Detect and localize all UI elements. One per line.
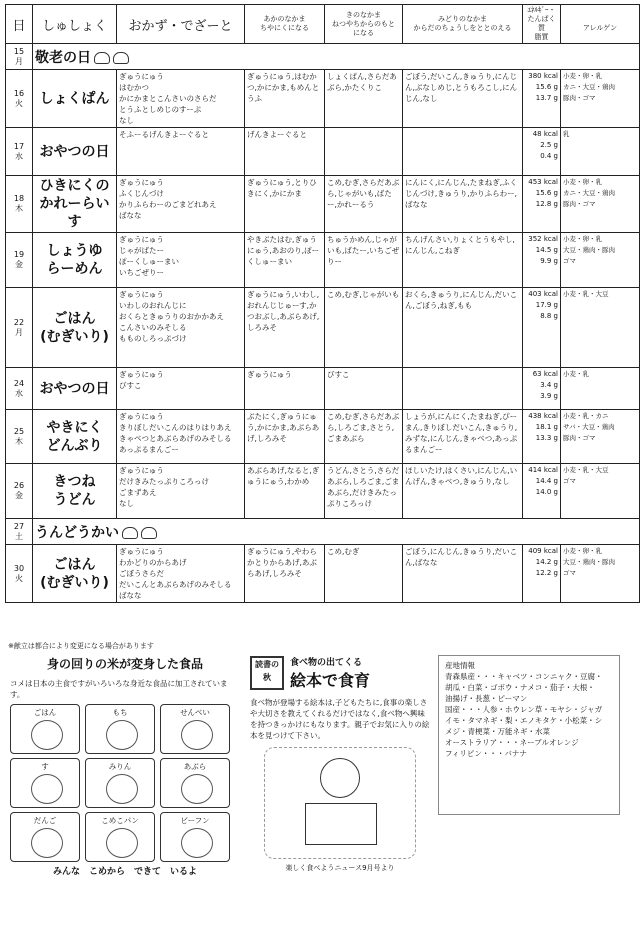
yellow-group-cell: こめ,むぎ,さらだあぶら,じゃがいも,ばたー,かれーるう <box>325 176 403 233</box>
girl-face-icon <box>320 758 360 798</box>
weekday: 木 <box>15 204 23 213</box>
staple-name: かれーらいす <box>39 196 110 230</box>
red-group-cell: げんきよーぐると <box>245 128 325 176</box>
staple-cell <box>33 70 117 128</box>
day-cell <box>6 410 33 464</box>
nutrition-value: 414 kcal <box>528 466 558 474</box>
nutrition-value: 9.9 g <box>540 257 558 265</box>
origin-line: フィリピン・・・バナナ <box>445 749 527 758</box>
rice-foods-grid <box>10 704 240 862</box>
day-cell <box>6 288 33 368</box>
food-illustration-icon <box>31 774 63 804</box>
side-dish-cell <box>117 464 245 519</box>
nutrition-value: 380 kcal <box>528 72 558 80</box>
header-yellow: きのなかま ねつやちからのもと になる <box>325 5 403 44</box>
nutrition-value: 15.6 g <box>535 83 558 91</box>
side-dish-item: なし <box>119 499 134 508</box>
nutrition-cell <box>523 128 561 176</box>
side-dish-item: ぎゅうにゅう <box>119 178 164 187</box>
illustration-icon <box>113 52 129 64</box>
nutrition-value: 3.9 g <box>540 392 558 400</box>
menu-change-note: ※献立は都合により変更になる場合があります <box>8 642 154 650</box>
allergen-value: 小麦・乳 <box>563 370 589 378</box>
side-dish-item: おくらときゅうりのおかかあえ <box>119 312 224 321</box>
food-label: だんご <box>33 816 57 825</box>
day-cell <box>6 176 33 233</box>
staple-cell <box>33 464 117 519</box>
rice-foods-section <box>10 655 240 925</box>
food-illustration-icon <box>106 720 138 750</box>
nutrition-value: 12.2 g <box>535 569 558 577</box>
staple-cell <box>33 368 117 410</box>
yellow-group-cell: こめ,むぎ <box>325 545 403 603</box>
red-group-cell: ぎゅうにゅう,やわらかとりからあげ,あぶらあげ,しろみそ <box>245 545 325 603</box>
side-dish-cell <box>117 70 245 128</box>
green-group-cell: しょうが,にんにく,たまねぎ,ぴーまん,きりぼしだいこん,きゅうり,みずな,にんじん,きゃべつ,あっぷるまんごー <box>403 410 523 464</box>
nutrition-value: 352 kcal <box>528 235 558 243</box>
event-cell <box>33 44 640 70</box>
header-side: おかず・でざーと <box>117 5 245 44</box>
header-dish: しゅしょく <box>33 5 117 44</box>
staple-name: おやつの日 <box>39 380 110 397</box>
date-number: 30 <box>13 563 25 573</box>
side-dish-cell <box>117 410 245 464</box>
origin-line: メジ・青梗菜・万能ネギ・水菜 <box>445 727 550 736</box>
allergen-cell <box>561 464 640 519</box>
date-number: 18 <box>13 194 25 203</box>
red-group-cell: ぎゅうにゅう,とりひきにく,かにかま <box>245 176 325 233</box>
yellow-group-cell: うどん,さとう,さらだあぶら,しろごま,ごまあぶら,だけきみたっぷりころっけ <box>325 464 403 519</box>
header-nutrition: ｴﾈﾙｷﾞｰ・ たんぱく質 脂質 <box>523 5 561 44</box>
allergen-value: ゴマ <box>563 257 576 265</box>
nutrition-value: 13.7 g <box>535 94 558 102</box>
allergen-value: 小麦・乳・大豆 <box>563 466 609 474</box>
nutrition-value: 438 kcal <box>528 412 558 420</box>
staple-name: ごはん <box>53 310 96 327</box>
date-number: 19 <box>13 250 25 259</box>
nutrition-value: 403 kcal <box>528 290 558 298</box>
origin-line: イモ・タマネギ・梨・エノキタケ・小松菜・シ <box>445 716 603 725</box>
green-group-cell <box>403 128 523 176</box>
food-illustration-icon <box>181 720 213 750</box>
allergen-value: サバ・大豆・鶏肉 <box>563 423 615 431</box>
side-dish-item: きゃべつとあぶらあげのみそしる <box>119 434 232 443</box>
nutrition-value: 13.3 g <box>535 434 558 442</box>
book-subtitle: 食べ物の出てくる <box>290 658 363 668</box>
staple-cell <box>33 176 117 233</box>
side-dish-item: とうふとしめじのすーぷ <box>119 105 202 114</box>
rice-section-footer: みんな こめから できて いるよ <box>52 867 197 877</box>
date-number: 24 <box>13 378 25 388</box>
nutrition-cell <box>523 410 561 464</box>
staple-cell <box>33 288 117 368</box>
red-group-cell: ぎゅうにゅう <box>245 368 325 410</box>
side-dish-item: ぎゅうにゅう <box>119 412 164 421</box>
menu-row <box>6 545 640 603</box>
nutrition-cell <box>523 464 561 519</box>
green-group-cell: おくら,きゅうり,にんじん,だいこん,ごぼう,ねぎ,もも <box>403 288 523 368</box>
allergen-value: ゴマ <box>563 569 576 577</box>
rice-section-description: コメは日本の主食ですがいろいろな身近な食品に加工されています。 <box>10 679 228 699</box>
date-number: 16 <box>13 88 25 98</box>
weekday: 土 <box>15 531 23 541</box>
rice-food-card <box>10 758 80 808</box>
side-dish-item: ぽーくしゅーまい <box>119 257 179 266</box>
weekday: 月 <box>15 327 23 337</box>
red-group-cell: ぎゅうにゅう,はむかつ,かにかま,もめんとうふ <box>245 70 325 128</box>
date-number: 25 <box>13 426 25 436</box>
nutrition-value: 2.5 g <box>540 141 558 149</box>
allergen-cell <box>561 70 640 128</box>
food-illustration-icon <box>31 720 63 750</box>
allergen-cell <box>561 288 640 368</box>
side-dish-cell <box>117 176 245 233</box>
side-dish-item: ぎゅうにゅう <box>119 547 164 556</box>
allergen-value: 豚肉・ゴマ <box>563 200 596 208</box>
allergen-value: 大豆・鶏肉・豚肉 <box>563 558 615 566</box>
green-group-cell: ごぼう,にんじん,きゅうり,だいこん,ばなな <box>403 545 523 603</box>
day-cell <box>6 519 33 545</box>
staple-name: うどん <box>53 492 96 508</box>
nutrition-value: 15.6 g <box>535 189 558 197</box>
nutrition-value: 14.5 g <box>535 246 558 254</box>
day-cell <box>6 70 33 128</box>
food-label: こめこパン <box>101 816 139 825</box>
staple-name: おやつの日 <box>39 143 110 160</box>
origin-line: オーストラリア・・・ネーブルオレンジ <box>445 738 579 747</box>
open-book-icon <box>305 803 377 845</box>
food-illustration-icon <box>31 828 63 858</box>
side-dish-item: ばなな <box>119 211 142 220</box>
allergen-cell <box>561 545 640 603</box>
book-header <box>250 655 430 691</box>
allergen-cell <box>561 233 640 288</box>
picture-book-section <box>250 655 430 920</box>
staple-name: やきにく <box>46 419 103 436</box>
side-dish-item: こんさいのみそしる <box>119 323 187 332</box>
food-illustration-icon <box>106 828 138 858</box>
side-dish-item: ふくじんづけ <box>119 189 164 198</box>
allergen-value: 小麦・卵・乳 <box>563 178 602 186</box>
weekday: 火 <box>15 98 23 108</box>
rice-food-card <box>85 758 155 808</box>
event-label: うんどうかい <box>35 524 119 541</box>
staple-name: (むぎいり) <box>40 328 109 345</box>
yellow-group-cell: ちゅうかめん,じゃがいも,ばたー,いちごぜりー <box>325 233 403 288</box>
yellow-group-cell: しょくぱん,さらだあぶら,かたくりこ <box>325 70 403 128</box>
side-dish-item: ごぼうさらだ <box>119 569 164 578</box>
header-allergen: アレルゲン <box>561 5 640 44</box>
food-label: もち <box>112 708 128 717</box>
food-label: みりん <box>108 762 132 771</box>
food-label: あぶら <box>183 762 207 771</box>
side-dish-item: かにかまとこんさいのさらだ <box>119 94 217 103</box>
food-label: ビーフン <box>180 816 210 825</box>
header-red: あかのなかま ちやにくになる <box>245 5 325 44</box>
side-dish-item: わかどりのからあげ <box>119 558 187 567</box>
side-dish-item: だけきみたっぷりころっけ <box>119 477 209 486</box>
menu-row <box>6 410 640 464</box>
allergen-cell <box>561 128 640 176</box>
rice-food-card <box>10 704 80 754</box>
yellow-group-cell: こめ,むぎ,さらだあぶら,しろごま,さとう,ごまあぶら <box>325 410 403 464</box>
green-group-cell: ちんげんさい,りょくとうもやし,にんじん,こねぎ <box>403 233 523 288</box>
allergen-value: 豚肉・ゴマ <box>563 94 596 102</box>
menu-row <box>6 176 640 233</box>
allergen-cell <box>561 410 640 464</box>
day-cell <box>6 545 33 603</box>
nutrition-value: 3.4 g <box>540 381 558 389</box>
nutrition-value: 17.9 g <box>535 301 558 309</box>
side-dish-item: ぎゅうにゅう <box>119 235 164 244</box>
green-group-cell: にんにく,にんじん,たまねぎ,ふくじんづけ,きゅうり,かりふらわー,ばなな <box>403 176 523 233</box>
day-cell <box>6 44 33 70</box>
allergen-value: カニ・大豆・鶏肉 <box>563 189 615 197</box>
menu-row <box>6 44 640 70</box>
side-dish-item: ぎゅうにゅう <box>119 72 164 81</box>
menu-row <box>6 519 640 545</box>
nutrition-cell <box>523 176 561 233</box>
table-header <box>6 5 640 44</box>
book-description: 食べ物が登場する絵本は,子どもたちに,食事の楽しさや大切さを教えてくれるだけではなく,食べ物へ興味を持つきっかけにもなります。親子でお気に入りの絵本を見つけて下さい。 <box>250 698 430 740</box>
food-label: ごはん <box>33 708 57 717</box>
staple-cell <box>33 545 117 603</box>
nutrition-cell <box>523 545 561 603</box>
green-group-cell: ほしいたけ,はくさい,にんじん,いんげん,きゃべつ,きゅうり,なし <box>403 464 523 519</box>
allergen-value: 小麦・卵・乳 <box>563 235 602 243</box>
side-dish-item: ぎゅうにゅう <box>119 370 164 379</box>
day-cell <box>6 464 33 519</box>
menu-row <box>6 233 640 288</box>
allergen-value: 大豆・鶏肉・豚肉 <box>563 246 615 254</box>
rice-section-title: 身の回りの米が変身した食品 <box>46 657 203 671</box>
rice-food-card <box>160 758 230 808</box>
red-group-cell: あぶらあげ,なると,ぎゅうにゅう,わかめ <box>245 464 325 519</box>
menu-row <box>6 288 640 368</box>
weekday: 水 <box>15 388 23 398</box>
rice-food-card <box>10 812 80 862</box>
side-dish-item: ぎゅうにゅう <box>119 290 164 299</box>
red-group-cell: ぶたにく,ぎゅうにゅう,かにかま,あぶらあげ,しろみそ <box>245 410 325 464</box>
allergen-cell <box>561 176 640 233</box>
green-group-cell <box>403 368 523 410</box>
food-illustration-icon <box>181 828 213 858</box>
menu-row <box>6 70 640 128</box>
origin-line: 国産・・・人参・ホウレン草・モヤシ・ジャガ <box>445 705 603 714</box>
origin-line: 油揚げ・長葱・ピーマン <box>445 694 528 703</box>
staple-name: きつね <box>53 474 96 490</box>
side-dish-cell <box>117 545 245 603</box>
side-dish-item: いちごぜりー <box>119 268 164 277</box>
menu-row <box>6 128 640 176</box>
side-dish-cell <box>117 128 245 176</box>
nutrition-value: 14.4 g <box>535 477 558 485</box>
reading-autumn-badge: 読書の秋 <box>250 656 284 690</box>
rice-food-card <box>160 704 230 754</box>
side-dish-item: ごまずあえ <box>119 488 157 497</box>
allergen-value: 小麦・卵・乳 <box>563 72 602 80</box>
nutrition-value: 48 kcal <box>532 130 558 138</box>
girl-reading-illustration <box>264 747 416 859</box>
nutrition-value: 12.8 g <box>535 200 558 208</box>
nutrition-value: 14.2 g <box>535 558 558 566</box>
allergen-value: ゴマ <box>563 477 576 485</box>
book-title: 絵本で食育 <box>290 671 371 690</box>
side-dish-item: いわしのおれんじに <box>119 301 187 310</box>
weekday: 水 <box>15 151 23 161</box>
side-dish-item: あっぷるまんごー <box>119 445 179 454</box>
staple-name: しょくぱん <box>39 90 110 107</box>
origin-info-box <box>438 655 620 815</box>
header-day: 日 <box>6 5 33 44</box>
side-dish-item: だいこんとあぶらあげのみそしる <box>119 580 232 589</box>
staple-name: しょうゆ <box>46 243 103 259</box>
day-cell <box>6 128 33 176</box>
nutrition-value: 409 kcal <box>528 547 558 555</box>
book-source: 楽しく食べようニュース9月号より <box>285 864 395 872</box>
food-illustration-icon <box>181 774 213 804</box>
allergen-value: 小麦・乳・大豆 <box>563 290 609 298</box>
nutrition-value: 453 kcal <box>528 178 558 186</box>
nutrition-cell <box>523 233 561 288</box>
side-dish-cell <box>117 368 245 410</box>
nutrition-value: 8.8 g <box>540 312 558 320</box>
rice-food-card <box>85 812 155 862</box>
side-dish-item: ぎゅうにゅう <box>119 466 164 475</box>
illustration-icon <box>94 52 110 64</box>
staple-name: (むぎいり) <box>40 574 109 591</box>
weekday: 木 <box>15 436 23 446</box>
date-number: 15 <box>13 46 25 56</box>
weekday: 金 <box>15 260 23 269</box>
allergen-cell <box>561 368 640 410</box>
side-dish-item: そふーるげんきよーぐると <box>119 130 209 139</box>
nutrition-value: 0.4 g <box>540 152 558 160</box>
red-group-cell: ぎゅうにゅう,いわし,おれんじじゅーす,かつおぶし,あぶらあげ,しろみそ <box>245 288 325 368</box>
nutrition-cell <box>523 288 561 368</box>
green-group-cell: ごぼう,だいこん,きゅうり,にんじん,ぶなしめじ,とうもろこし,にんじん,なし <box>403 70 523 128</box>
staple-cell <box>33 410 117 464</box>
side-dish-item: もものしろっぷづけ <box>119 334 187 343</box>
side-dish-item: じゃがばたー <box>119 246 164 255</box>
staple-name: ごはん <box>53 556 96 573</box>
rice-food-card <box>160 812 230 862</box>
allergen-value: 豚肉・ゴマ <box>563 434 596 442</box>
date-number: 26 <box>13 481 25 490</box>
staple-name: ひきにくの <box>39 178 110 194</box>
side-dish-item: きりぼしだいこんのはりはりあえ <box>119 423 232 432</box>
rice-food-card <box>85 704 155 754</box>
food-label: す <box>41 762 49 771</box>
staple-name: どんぶり <box>46 437 103 454</box>
origin-line: 青森県産・・・キャベツ・コンニャク・豆腐・ <box>445 672 603 681</box>
staple-cell <box>33 233 117 288</box>
yellow-group-cell <box>325 128 403 176</box>
date-number: 27 <box>13 521 25 531</box>
illustration-icon <box>141 527 157 539</box>
event-cell <box>33 519 640 545</box>
origin-title: 産地情報 <box>445 661 475 670</box>
origin-lines <box>445 671 613 759</box>
header-green: みどりのなかま からだのちょうしをととのえる <box>403 5 523 44</box>
staple-name: らーめん <box>46 261 103 277</box>
side-dish-cell <box>117 233 245 288</box>
allergen-value: 小麦・乳・カニ <box>563 412 609 420</box>
nutrition-cell <box>523 368 561 410</box>
illustration-icon <box>122 527 138 539</box>
nutrition-value: 14.0 g <box>535 488 558 496</box>
side-dish-item: びすこ <box>119 381 142 390</box>
side-dish-item: ばなな <box>119 591 142 600</box>
day-cell <box>6 233 33 288</box>
nutrition-cell <box>523 70 561 128</box>
weekday: 火 <box>15 573 23 583</box>
side-dish-item: かりふらわーのごまどれあえ <box>119 200 217 209</box>
red-group-cell: やきぶたはむ,ぎゅうにゅう,あおのり,ぽーくしゅーまい <box>245 233 325 288</box>
date-number: 17 <box>13 141 25 151</box>
allergen-value: 小麦・卵・乳 <box>563 547 602 555</box>
menu-row <box>6 464 640 519</box>
yellow-group-cell: こめ,むぎ,じゃがいも <box>325 288 403 368</box>
yellow-group-cell: びすこ <box>325 368 403 410</box>
nutrition-value: 18.1 g <box>535 423 558 431</box>
side-dish-item: はむかつ <box>119 83 149 92</box>
origin-line: 胡瓜・白菜・ゴボウ・ナメコ・茄子・大根・ <box>445 683 595 692</box>
allergen-value: カニ・大豆・鶏肉 <box>563 83 615 91</box>
date-number: 22 <box>13 317 25 327</box>
day-cell <box>6 368 33 410</box>
staple-cell <box>33 128 117 176</box>
weekday: 金 <box>15 491 23 500</box>
food-illustration-icon <box>106 774 138 804</box>
allergen-value: 乳 <box>563 130 570 138</box>
nutrition-value: 63 kcal <box>532 370 558 378</box>
lunch-menu-table <box>5 4 640 603</box>
side-dish-item: なし <box>119 116 134 125</box>
side-dish-cell <box>117 288 245 368</box>
menu-row <box>6 368 640 410</box>
event-label: 敬老の日 <box>35 49 91 66</box>
food-label: せんべい <box>180 708 210 717</box>
weekday: 月 <box>15 56 23 66</box>
